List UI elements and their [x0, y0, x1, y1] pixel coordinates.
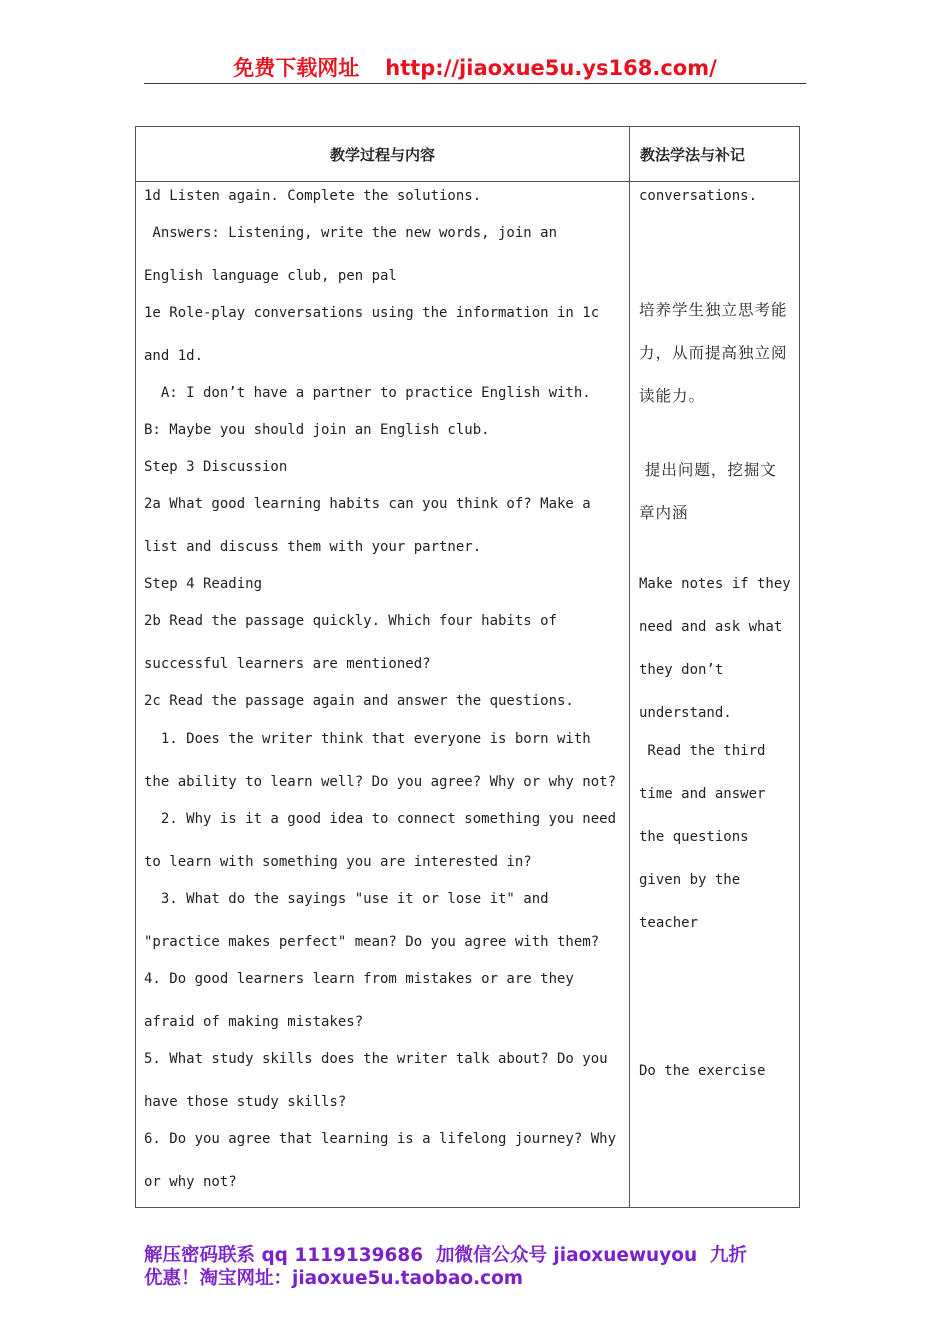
- content-line: 2a What good learning habits can you think of? Make a: [144, 496, 591, 512]
- content-line: and 1d.: [144, 348, 204, 364]
- content-line: 6. Do you agree that learning is a lifelong journey? Why: [144, 1131, 617, 1147]
- footer-line-1: 解压密码联系 qq 1119139686 加微信公众号 jiaoxuewuyou 九折: [144, 1245, 748, 1266]
- content-line: successful learners are mentioned?: [144, 656, 431, 672]
- col-header-method: 教法学法与补记: [630, 127, 800, 182]
- note-line: Make notes if they: [639, 576, 791, 592]
- content-line: to learn with something you are interested in?: [144, 854, 532, 870]
- content-line: 1d Listen again. Complete the solutions.: [144, 188, 482, 204]
- note-line: they don’t: [639, 662, 724, 678]
- note-line: given by the: [639, 872, 741, 888]
- lesson-table: [135, 126, 800, 1208]
- note-line: teacher: [639, 915, 699, 931]
- content-line: the ability to learn well? Do you agree? Why or why not?: [144, 774, 617, 790]
- note-line: understand.: [639, 705, 732, 721]
- header-url[interactable]: http://jiaoxue5u.ys168.com/: [385, 56, 717, 80]
- note-line: Do the exercise: [639, 1063, 766, 1079]
- content-line: English language club, pen pal: [144, 268, 397, 284]
- content-line: or why not?: [144, 1174, 237, 1190]
- content-line: list and discuss them with your partner.: [144, 539, 482, 555]
- content-line: 1. Does the writer think that everyone is born with: [144, 731, 591, 747]
- note-line: need and ask what: [639, 619, 783, 635]
- col-header-process: 教学过程与内容: [136, 127, 630, 182]
- content-line: Step 3 Discussion: [144, 459, 288, 475]
- content-line: A: I don’t have a partner to practice English with.: [144, 385, 591, 401]
- content-line: "practice makes perfect" mean? Do you agree with them?: [144, 934, 600, 950]
- content-line: B: Maybe you should join an English club.: [144, 422, 490, 438]
- note-line: 读能力。: [639, 387, 706, 405]
- note-line: 力，从而提高独立阅: [639, 344, 788, 362]
- note-line: the questions: [639, 829, 749, 845]
- table-body-row: [136, 182, 800, 1208]
- note-line: 章内涵: [639, 504, 689, 522]
- note-line: conversations.: [639, 188, 758, 204]
- content-line: 3. What do the sayings "use it or lose it" and: [144, 891, 549, 907]
- note-line: 提出问题，挖掘文: [639, 461, 777, 479]
- content-line: 2. Why is it a good idea to connect something you need: [144, 811, 617, 827]
- process-content-cell: [136, 182, 630, 1208]
- content-line: have those study skills?: [144, 1094, 347, 1110]
- table-header-row: [136, 127, 800, 182]
- note-line: Read the third: [639, 743, 766, 759]
- content-line: afraid of making mistakes?: [144, 1014, 364, 1030]
- note-line: 培养学生独立思考能: [639, 301, 788, 319]
- header-label: 免费下载网址: [233, 56, 360, 80]
- method-notes-cell: [630, 182, 800, 1208]
- content-line: 2c Read the passage again and answer the questions.: [144, 693, 574, 709]
- content-line: Answers: Listening, write the new words, join an: [144, 225, 558, 241]
- content-line: Step 4 Reading: [144, 576, 263, 592]
- note-line: time and answer: [639, 786, 766, 802]
- header-rule: [144, 83, 806, 84]
- content-line: 4. Do good learners learn from mistakes or are they: [144, 971, 574, 987]
- content-line: 5. What study skills does the writer talk about? Do you: [144, 1051, 608, 1067]
- footer-line-2: 优惠！淘宝网址：jiaoxue5u.taobao.com: [144, 1268, 524, 1289]
- content-line: 1e Role-play conversations using the information in 1c: [144, 305, 600, 321]
- content-line: 2b Read the passage quickly. Which four habits of: [144, 613, 558, 629]
- page-header: [0, 52, 950, 82]
